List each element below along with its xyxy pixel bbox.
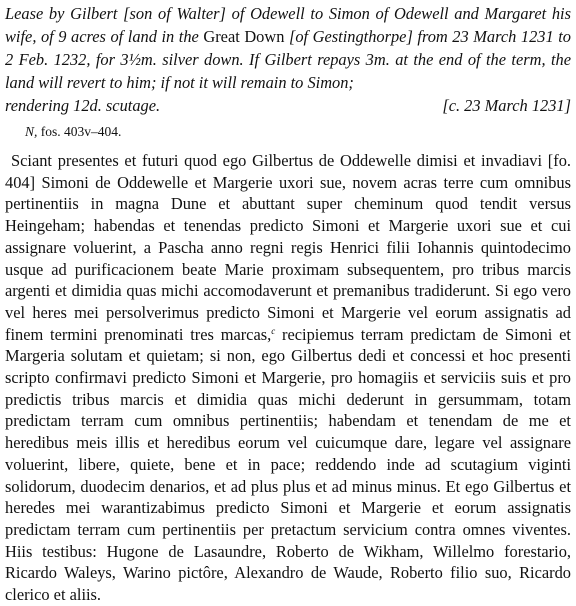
charter-text-part-1: Sciant presentes et futuri quod ego Gilbertus de Oddewelle dimisi et invadiavi [fo. 404] Simoni de Oddewelle et Margerie uxori sue, novem acras terre cum omnibus pertinentiis in magna Dune et abuttant super cheminum quod tendit versus Heingeham; habendas et tenendas predicto Simoni et Margerie uxori sue et cui assignare voluerint, a Pascha anno regni regis Henrici filii Iohannis quintodecimo usque ad purificacionem beate Marie proximam subsequentem, pro tribus marcis argenti et dimidia quas michi accomodaverunt et premanibus tradiderunt. Si ego vero vel heres mei persolverimus predicto Simoni et Margerie vel eorum assignatis ad finem termini prenominati tres marcas,	[5, 151, 571, 344]
summary-last-line: rendering 12d. scutage.	[5, 96, 161, 115]
place-name: Great Down	[203, 27, 285, 46]
footnote-mark: c	[271, 325, 276, 336]
charter-text	[5, 150, 571, 606]
manuscript-reference	[25, 123, 571, 141]
summary-text-continued: [of Gestingthorpe] from 23 March 1231 to 2 Feb. 1232, for 3½m. silver down. If Gilbert repays 3m. at the end of the term, the land will revert to him; if not it will remain to Simon;	[5, 27, 571, 92]
charter-date: [c. 23 March 1231]	[442, 96, 571, 115]
summary-text: Lease by Gilbert [son of Walter] of Odewell to Simon of Odewell and Margaret his wife, of 9 acres of land in the	[5, 4, 571, 46]
calendar-summary	[5, 2, 571, 117]
manuscript-siglum: N,	[25, 124, 38, 139]
charter-text-part-2: recipiemus terram predictam de Simoni et Margeria solutam et quietam; si non, ego Gilbertus dedi et concessi et hoc presenti scripto confirmavi predicto Simoni et Margerie, pro homagiis et serviciis suis et pro predictis tribus marcis et dimidia quas michi dederunt in gersummam, totam predictam terram cum omnibus pertinentiis; habendam et tenendam de me et heredibus meis illis et heredibus eorum vel cuicumque dare, legare vel assignare voluerint, libere, quiete, bene et in pace; reddendo inde ad scutagium viginti solidorum, duodecim denarios, et ad plus plus et ad minus minus. Et ego Gilbertus et heredes mei warantizabimus predicto Simoni et Margerie et eorum assignatis predictam terram cum pertinentiis per pretactum servicium contra omnes viventes. Hiis testibus: Hugone de Lasaundre, Roberto de Wikham, Willelmo forestario, Ricardo Waleys, Warino pictôre, Alexandro de Waude, Roberto filio suo, Ricardo clerico et aliis.	[5, 324, 571, 605]
folio-reference: fos. 403v–404.	[37, 124, 122, 139]
summary-final-line	[5, 94, 571, 117]
